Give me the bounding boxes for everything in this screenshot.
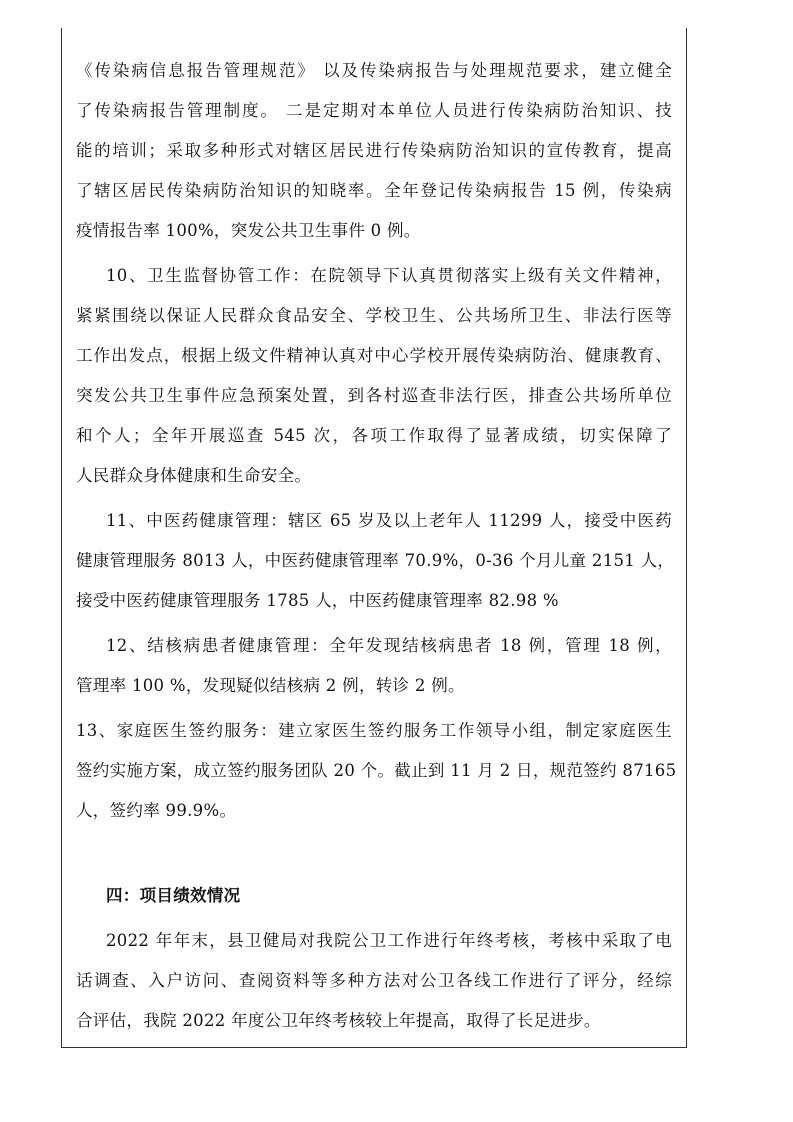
document-frame [61,28,687,1048]
section-heading-tb: 12、结核病患者健康管理：全年发现结核病患者 18 例，管理 18 例， [106,636,672,655]
section-heading-tcm: 11、中医药健康管理：辖区 65 岁及以上老年人 11299 人，接受中医药 [106,511,672,530]
body-text-line: 2022 年年末，县卫健局对我院公卫工作进行年终考核，考核中采取了电 [106,931,672,950]
body-text-line: 能的培训；采取多种形式对辖区居民进行传染病防治知识的宣传教育，提高 [76,141,672,160]
body-text-line: 了传染病报告管理制度。 二是定期对本单位人员进行传染病防治知识、技 [76,101,672,120]
body-text-line: 话调查、入户访问、查阅资料等多种方法对公卫各线工作进行了评分，经综 [76,971,672,990]
body-text-line: 突发公共卫生事件应急预案处置，到各村巡查非法行医，排查公共场所单位 [76,386,672,405]
body-text-line: 人民群众身体健康和生命安全。 [76,466,312,485]
body-text-line: 《传染病信息报告管理规范》 以及传染病报告与处理规范要求，建立健全 [76,61,672,80]
body-text-line: 疫情报告率 100%，突发公共卫生事件 0 例。 [76,221,421,240]
body-text-line: 合评估，我院 2022 年度公卫年终考核较上年提高，取得了长足进步。 [76,1011,601,1030]
body-text-line: 紧紧围绕以保证人民群众食品安全、学校卫生、公共场所卫生、非法行医等 [76,306,672,325]
body-text-line: 健康管理服务 8013 人，中医药健康管理率 70.9%，0-36 个月儿童 2151 人， [76,551,675,570]
body-text-line: 了辖区居民传染病防治知识的知晓率。全年登记传染病报告 15 例，传染病 [76,181,672,200]
body-text-line: 接受中医药健康管理服务 1785 人，中医药健康管理率 82.98 % [76,591,559,610]
body-text-line: 签约实施方案，成立签约服务团队 20 个。截止到 11 月 2 日，规范签约 87165 [76,761,677,780]
body-text-line: 管理率 100 %，发现疑似结核病 2 例，转诊 2 例。 [76,676,465,695]
body-text-line: 和个人；全年开展巡查 545 次，各项工作取得了显著成绩，切实保障了 [76,426,672,445]
body-text-line: 工作出发点，根据上级文件精神认真对中心学校开展传染病防治、健康教育、 [76,346,672,365]
section-heading-family-doctor: 13、家庭医生签约服务：建立家医生签约服务工作领导小组，制定家庭医生 [76,721,672,740]
section-heading-performance: 四：项目绩效情况 [106,886,241,905]
section-heading-supervision: 10、卫生监督协管工作：在院领导下认真贯彻落实上级有关文件精神， [106,266,672,285]
body-text-line: 人，签约率 99.9%。 [76,801,237,820]
